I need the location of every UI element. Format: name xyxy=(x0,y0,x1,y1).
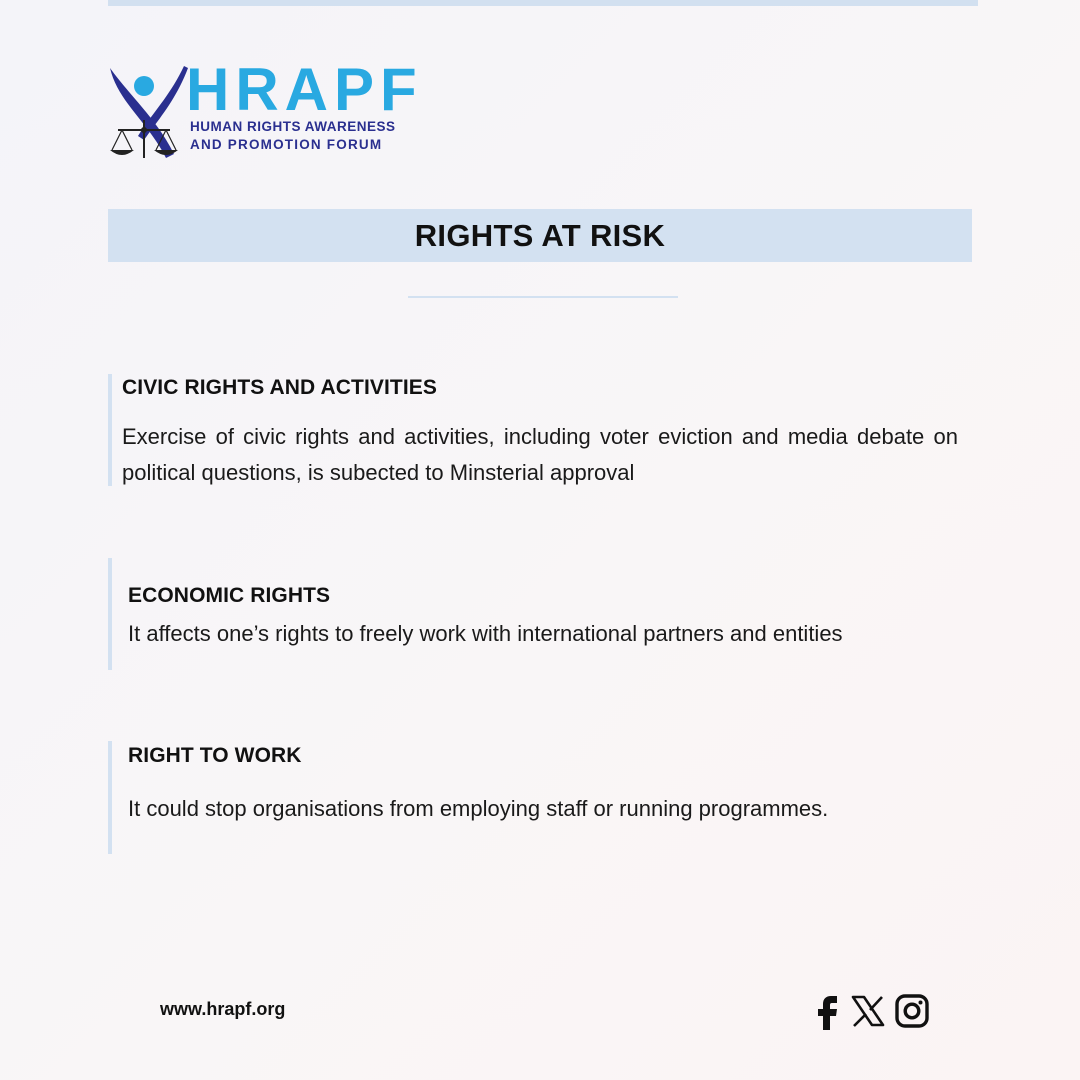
hrapf-logo xyxy=(108,56,428,162)
scales-of-justice-icon xyxy=(108,62,190,162)
instagram-icon[interactable] xyxy=(894,992,930,1030)
title-banner xyxy=(108,209,972,262)
x-icon[interactable] xyxy=(850,992,886,1030)
logo-wordmark: HRAPF xyxy=(186,56,423,123)
page-title: RIGHTS AT RISK xyxy=(414,217,666,253)
section-heading: CIVIC RIGHTS AND ACTIVITIES xyxy=(122,376,437,399)
facebook-icon[interactable] xyxy=(812,992,842,1030)
logo-tagline-line2: AND PROMOTION FORUM xyxy=(190,137,383,152)
top-accent-bar xyxy=(108,0,978,6)
logo-tagline-line1: HUMAN RIGHTS AWARENESS xyxy=(190,119,396,134)
website-link[interactable]: www.hrapf.org xyxy=(160,999,286,1019)
section-heading: RIGHT TO WORK xyxy=(128,744,302,767)
section-economic-rights xyxy=(108,558,982,670)
section-body: It could stop organisations from employing staff or running programmes. xyxy=(128,796,829,821)
section-body: Exercise of civic rights and activities, including voter eviction and media debate on political questions, is subected to Minsterial approval xyxy=(122,424,958,485)
section-heading: ECONOMIC RIGHTS xyxy=(128,584,331,607)
title-divider xyxy=(408,296,678,298)
section-body: It affects one’s rights to freely work with international partners and entities xyxy=(128,621,843,646)
section-right-to-work xyxy=(108,741,982,854)
